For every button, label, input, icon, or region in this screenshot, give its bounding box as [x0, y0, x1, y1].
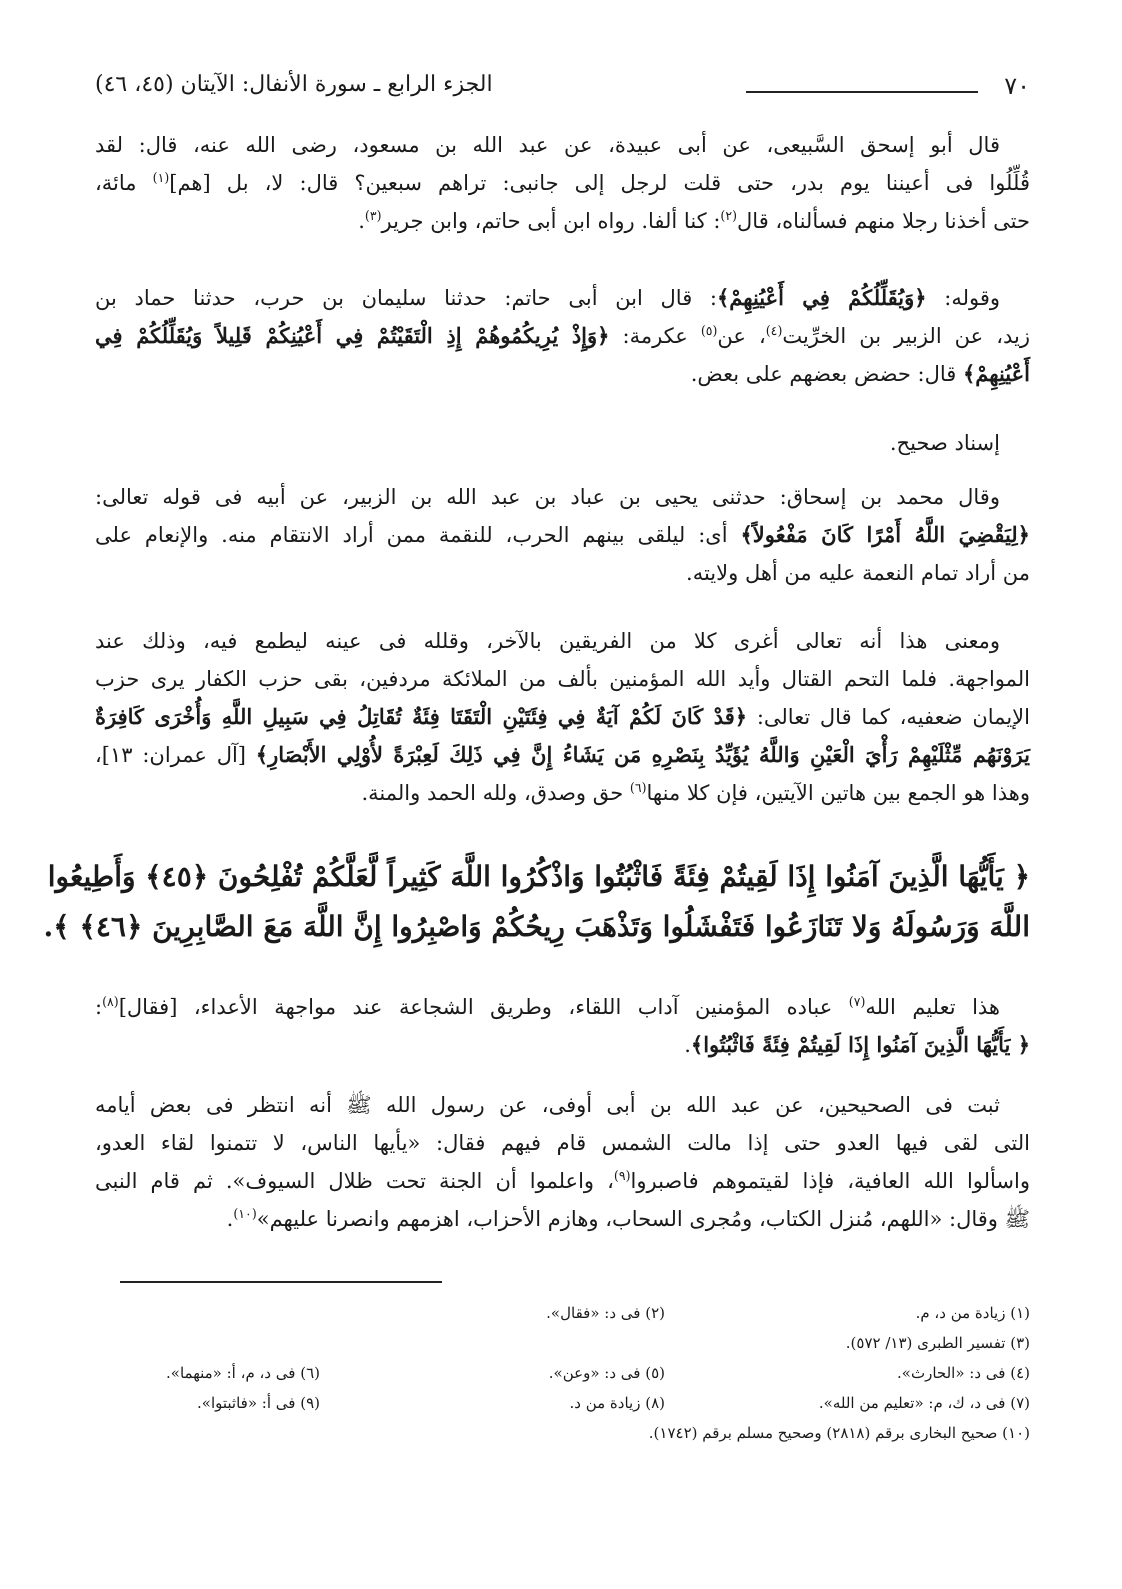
- footnote-separator: [120, 1281, 442, 1283]
- footnote-ref: (٢): [720, 208, 738, 223]
- text-line: يَرَوْنَهُم مِّثْلَيْهِمْ رَأْيَ الْعَيْنِ وَاللَّهُ يُؤَيِّدُ بِنَصْرِهِ مَن يَشَاءُ إِنَّ فِي ذَلِكَ لَعِبْرَةً لأُوْلِي الأَبْصَارِ﴾ [آل عمران: ١٣]،: [95, 742, 1030, 767]
- footnote: (١٠) صحيح البخارى برقم (٢٨١٨) وصحيح مسلم برقم (١٧٤٢).: [648, 1424, 1030, 1442]
- footnote-ref: (١): [152, 170, 170, 185]
- paragraph-taalim: [95, 988, 1030, 1064]
- text-line: ﷺ وقال: «اللهم، مُنزل الكتاب، ومُجرى السحاب، وهازم الأحزاب، اهزمهم وانصرنا عليهم»$^{(١٠)}$.: [226, 1206, 1030, 1231]
- footnote: (٨) زيادة من د.: [569, 1394, 665, 1412]
- paragraph-isnad: [95, 424, 1030, 462]
- text-line: وقال محمد بن إسحاق: حدثنى يحيى بن عباد بن عبد الله بن الزبير، عن أبيه فى قوله تعالى:: [95, 485, 1000, 509]
- text-line: حتى أخذنا رجلا منهم فسألناه، قال$^{(٢)}$: كنا ألفا. رواه ابن أبى حاتم، وابن جرير$^{(٣)}$.: [358, 208, 1030, 233]
- quran-quote: ﴿وَإِذْ يُرِيكُمُوهُمْ إِذِ الْتَقَيْتُمْ فِي أَعْيُنِكُمْ قَلِيلاً وَيُقَلِّلُكُمْ فِي: [95, 323, 610, 348]
- footnote: (٥) فى د: «وعن».: [548, 1364, 665, 1382]
- paragraph-ibn-masud: [95, 126, 1030, 240]
- text-line: قُلِّلُوا فى أعيننا يوم بدر، حتى قلت لرجل إلى جانبى: تراهم سبعين؟ قال: لا، بل [هم]$^{(١)}$ مائة،: [95, 170, 1030, 195]
- footnote: (١) زيادة من د، م.: [915, 1304, 1030, 1322]
- running-title: الجزء الرابع ـ سورة الأنفال: الآيتان (٤٥، ٤٦): [95, 72, 493, 97]
- text-line: وهذا هو الجمع بين هاتين الآيتين، فإن كلا منها$^{(٦)}$ حق وصدق، ولله الحمد والمنة.: [361, 780, 1030, 805]
- footnote-ref: (٧): [848, 994, 866, 1009]
- text-line: واسألوا الله العافية، فإذا لقيتموهم فاصبروا$^{(٩)}$، واعلموا أن الجنة تحت ظلال السيوف». ثم قام النبى: [95, 1168, 1030, 1193]
- text-line: ﴿لِيَقْضِيَ اللَّهُ أَمْرًا كَانَ مَفْعُولاً﴾ أى: ليلقى بينهم الحرب، للنقمة ممن أراد الانتقام منه. والإنعام على: [95, 522, 1030, 547]
- footnote-row: [95, 1388, 1030, 1418]
- quran-quote: ﴿وَيُقَلِّلُكُمْ فِي أَعْيُنِهِمْ﴾: [717, 285, 927, 310]
- text-line: ومعنى هذا أنه تعالى أغرى كلا من الفريقين بالآخر، وقلله فى عينه ليطمع فيه، وذلك عند: [95, 629, 1000, 653]
- footnote-row: [95, 1358, 1030, 1388]
- quran-quote: يَرَوْنَهُم مِّثْلَيْهِمْ رَأْيَ الْعَيْنِ وَاللَّهُ يُؤَيِّدُ بِنَصْرِهِ مَن يَشَاءُ إِنَّ فِي ذَلِكَ لَعِبْرَةً لأُوْلِي الأَبْصَارِ﴾: [255, 742, 1030, 767]
- text-line: وقوله: ﴿وَيُقَلِّلُكُمْ فِي أَعْيُنِهِمْ﴾: قال ابن أبى حاتم: حدثنا سليمان بن حرب، حدثنا حماد بن: [95, 285, 1000, 310]
- text-line: زيد، عن الزبير بن الخرِّيت$^{(٤)}$، عن$^{(٥)}$ عكرمة: ﴿وَإِذْ يُرِيكُمُوهُمْ إِذِ الْتَقَيْتُمْ فِي أَعْيُنِكُمْ قَلِيلاً وَيُقَلِّلُكُمْ فِي: [95, 323, 1031, 348]
- page-header: [95, 72, 1030, 112]
- paragraph-ibn-ishaq: [95, 478, 1030, 592]
- text-line: إسناد صحيح.: [889, 431, 1000, 455]
- footnote-ref: (١٠): [233, 1206, 257, 1221]
- footnote: (٣) تفسير الطبرى (١٣/ ٥٧٢).: [845, 1334, 1030, 1352]
- footnote-ref: (٦): [629, 780, 647, 795]
- footnote-row: [95, 1298, 1030, 1328]
- footnotes: [95, 1298, 1030, 1448]
- quran-quote: ﴿لِيَقْضِيَ اللَّهُ أَمْرًا كَانَ مَفْعُولاً﴾: [740, 522, 1030, 547]
- text-line: من أراد تمام النعمة عليه من أهل ولايته.: [686, 561, 1030, 585]
- footnote: (٤) فى د: «الحارث».: [897, 1364, 1030, 1382]
- quran-quote: ﴿قَدْ كَانَ لَكُمْ آيَةٌ فِي فِئَتَيْنِ الْتَقَتَا فِئَةٌ تُقَاتِلُ فِي سَبِيلِ اللَّهِ وَأُخْرَى كَافِرَةٌ: [95, 704, 748, 729]
- paragraph-hadith: [95, 1086, 1030, 1238]
- text-line: أَعْيُنِهِمْ﴾ قال: حضض بعضهم على بعض.: [690, 361, 1030, 386]
- footnote-row: [95, 1418, 1030, 1448]
- verse-line: ﴿ يَأَيُّهَا الَّذِينَ آمَنُوا إِذَا لَقِيتُمْ فِئَةً فَاثْبُتُوا وَاذْكُرُوا اللَّهَ كَثِيراً لَّعَلَّكُمْ تُفْلِحُونَ ﴿٤٥﴾ وَأَطِيعُوا: [47, 860, 1030, 893]
- paragraph-meaning: [95, 622, 1030, 812]
- text-line: التى لقى فيها العدو حتى إذا مالت الشمس قام فيهم فقال: «يأيها الناس، لا تتمنوا لقاء العدو،: [95, 1131, 1030, 1155]
- footnote: (٧) فى د، ك، م: «تعليم من الله».: [818, 1394, 1030, 1412]
- footnote-ref: (٨): [102, 994, 119, 1009]
- footnote-ref: (٤): [765, 323, 783, 338]
- page-number: ٧٠: [1004, 72, 1030, 100]
- header-rule: [746, 91, 978, 93]
- text-line: ثبت فى الصحيحين، عن عبد الله بن أبى أوفى، عن رسول الله ﷺ أنه انتظر فى بعض أيامه: [95, 1093, 1000, 1117]
- footnote: (٢) فى د: «فقال».: [546, 1304, 665, 1322]
- footnote-row: [95, 1328, 1030, 1358]
- footnote-ref: (٩): [613, 1168, 631, 1183]
- footnote-ref: (٥): [700, 323, 718, 338]
- text-line: قال أبو إسحق السَّبيعى، عن أبى عبيدة، عن عبد الله بن مسعود، رضى الله عنه، قال: لقد: [95, 133, 1000, 157]
- footnote-ref: (٣): [364, 208, 382, 223]
- quran-quote: ﴿ يَأَيُّهَا الَّذِينَ آمَنُوا إِذَا لَقِيتُمْ فِئَةً فَاثْبُتُوا﴾: [690, 1032, 1030, 1057]
- verse-line: اللَّهَ وَرَسُولَهُ وَلا تَنَازَعُوا فَتَفْشَلُوا وَتَذْهَبَ رِيحُكُمْ وَاصْبِرُوا إِنَّ اللَّهَ مَعَ الصَّابِرِينَ ﴿٤٦﴾ ﴾.: [43, 910, 1030, 943]
- footnote: (٦) فى د، م، أ: «منهما».: [166, 1364, 320, 1382]
- text-line: الإيمان ضعفيه، كما قال تعالى: ﴿قَدْ كَانَ لَكُمْ آيَةٌ فِي فِئَتَيْنِ الْتَقَتَا فِئَةٌ تُقَاتِلُ فِي سَبِيلِ اللَّهِ وَأُخْرَى كَافِرَةٌ: [95, 704, 1030, 729]
- text-line: ﴿ يَأَيُّهَا الَّذِينَ آمَنُوا إِذَا لَقِيتُمْ فِئَةً فَاثْبُتُوا﴾.: [684, 1032, 1030, 1057]
- quran-quote: أَعْيُنِهِمْ﴾: [963, 361, 1030, 386]
- text-line: المواجهة. فلما التحم القتال وأيد الله المؤمنين بألف من الملائكة مردفين، بقى حزب الكفار يرى حزب: [95, 667, 1030, 691]
- footnote: (٩) فى أ: «فاثبتوا».: [197, 1394, 320, 1412]
- paragraph-wayuqallilukum: [95, 279, 1030, 393]
- text-line: هذا تعليم الله$^{(٧)}$ عباده المؤمنين آداب اللقاء، وطريق الشجاعة عند مواجهة الأعداء، [فقال]$^{(٨)}$:: [95, 994, 1001, 1019]
- quran-verses-45-46: [43, 852, 1030, 952]
